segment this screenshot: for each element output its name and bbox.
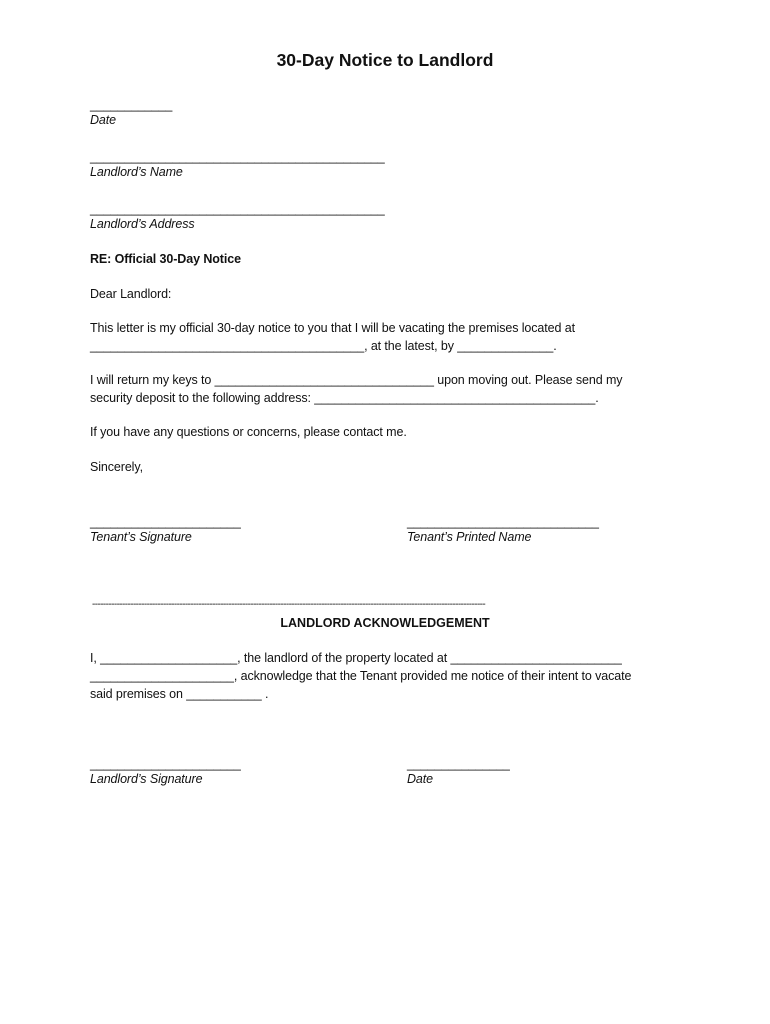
tenant-signature-label: Tenant’s Signature [90,530,192,544]
paragraph-3: If you have any questions or concerns, please contact me. [90,425,407,439]
landlord-date-label: Date [407,772,434,786]
ack-line-2[interactable]: _____________________, acknowledge that the Tenant provided me notice of their intent to vacate [90,669,632,683]
date-label: Date [90,113,117,127]
paragraph-2-line-1[interactable]: I will return my keys to ________________________________ upon moving out. Please send my [90,373,623,387]
tenant-printed-name-label: Tenant’s Printed Name [407,530,532,544]
salutation: Dear Landlord: [90,287,172,301]
landlord-signature-label: Landlord’s Signature [90,772,203,786]
ack-line-3[interactable]: said premises on ___________ . [90,687,269,701]
paragraph-1-line-1: This letter is my official 30-day notice to you that I will be vacating the premises located at [90,321,575,335]
cut-separator: ------------------------------------------------------------------------------------------------------------------------------------------------ [92,599,486,610]
ack-line-1[interactable]: I, ____________________, the landlord of the property located at _________________________ [90,651,622,665]
document-title: 30-Day Notice to Landlord [276,50,494,70]
paragraph-1-line-2[interactable]: ________________________________________, at the latest, by ______________. [90,339,557,353]
re-line: RE: Official 30-Day Notice [90,252,241,266]
tenant-signature-blank-line[interactable]: ______________________ [90,515,241,529]
landlord-address-blank-line[interactable]: ___________________________________________ [90,202,385,216]
landlord-name-label: Landlord’s Name [90,165,183,179]
landlord-address-label: Landlord’s Address [90,217,195,231]
landlord-signature-blank-line[interactable]: ______________________ [90,757,241,771]
paragraph-2-line-2[interactable]: security deposit to the following address: _________________________________________. [90,391,599,405]
landlord-name-blank-line[interactable]: ___________________________________________ [90,150,385,164]
landlord-date-blank-line[interactable]: _______________ [407,757,510,771]
closing: Sincerely, [90,460,143,474]
tenant-printed-name-blank-line[interactable]: ____________________________ [407,515,599,529]
acknowledgement-heading: LANDLORD ACKNOWLEDGEMENT [280,616,490,630]
date-blank-line[interactable]: ____________ [90,98,173,112]
